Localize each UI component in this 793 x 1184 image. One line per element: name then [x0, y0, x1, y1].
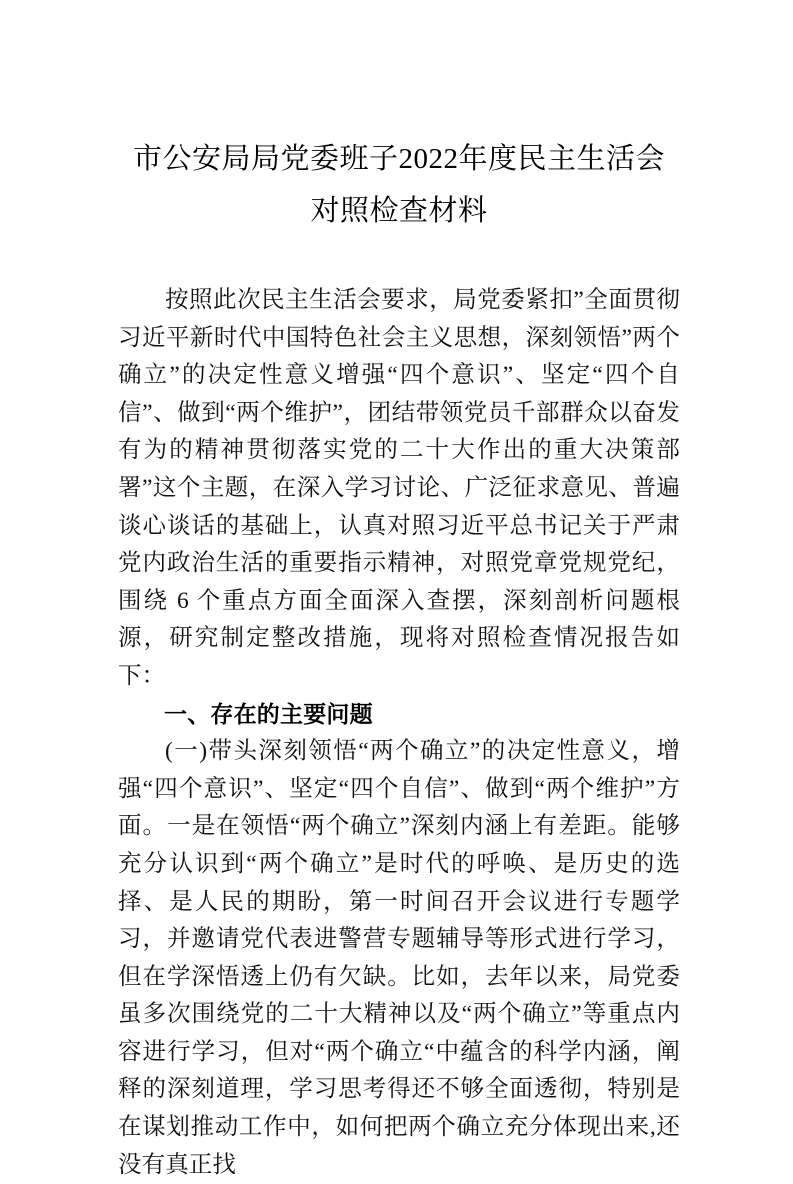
section-heading-main-problems: 一、存在的主要问题 [164, 700, 373, 727]
title-line-2: 对照检查材料 [310, 195, 488, 227]
page-title [118, 0, 680, 237]
document-body [118, 0, 680, 1184]
title-line-1: 市公安局局党委班子2022年度民主生活会 [132, 143, 665, 175]
paragraph-section-one: (一)带头深刻领悟“两个确立”的决定性意义，增强“四个意识”、坚定“四个自信”、做到“两个维护”方面。一是在领悟“两个确立”深刻内涵上有差距。能够充分认识到“两个确立”是时代的呼唤、是历史的选择、是人民的期盼，第一时间召开会议进行专题学习，并邀请党代表进警营专题辅导等形式进行学习，但在学深悟透上仍有欠缺。比如，去年以来，局党委虽多次围绕党的二十大精神以及“两个确立”等重点内容进行学习，但对“两个确立“中蕴含的科学内涵，阐释的深刻道理，学习思考得还不够全面透彻，特别是在谋划推动工作中，如何把两个确立充分体现出来,还没有真正找 [118, 738, 680, 1178]
paragraph-intro: 按照此次民主生活会要求，局党委紧扣”全面贯彻习近平新时代中国特色社会主义思想，深刻领悟”两个确立”的决定性意义增强“四个意识”、坚定“四个自信”、做到“两个维护”，团结带领党员千部群众以奋发有为的精神贯彻落实党的二十大作出的重大决策部署”这个主题，在深入学习讨论、广泛征求意见、普遍谈心谈话的基础上，认真对照习近平总书记关于严肃党内政治生活的重要指示精神，对照党章党规党纪，围绕 6 个重点方面全面深入查摆，深刻剖析问题根源，研究制定整改措施，现将对照检查情况报告如下： [118, 287, 680, 689]
